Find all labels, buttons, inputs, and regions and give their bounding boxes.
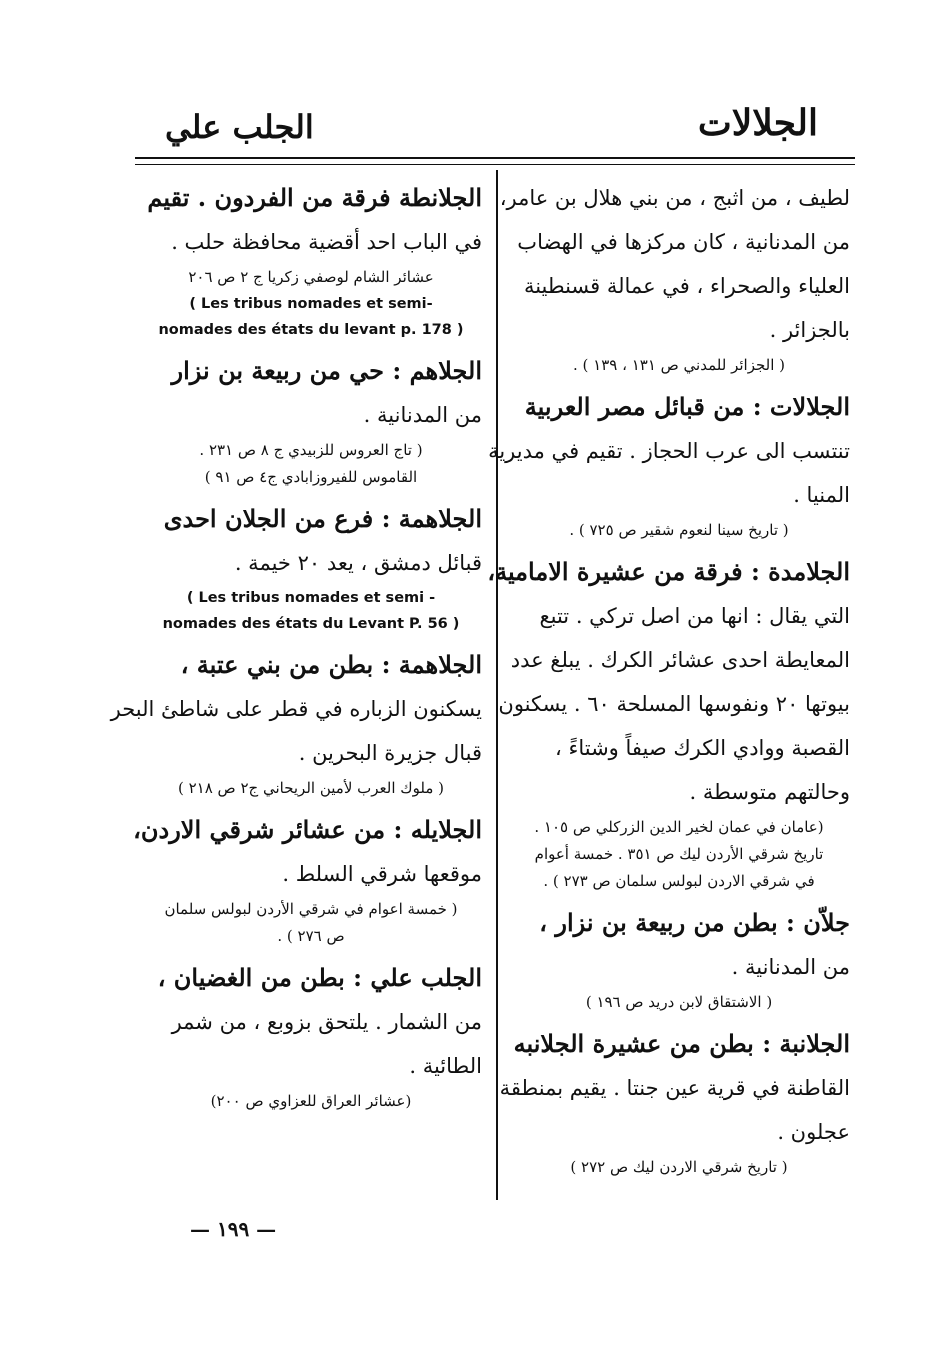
text-line: من المدنانية . <box>731 955 850 979</box>
entry-jalahima-2 <box>110 643 482 802</box>
entry-headword-line: الجلالات : من قبائل مصر العربية <box>524 392 850 421</box>
right-column <box>487 176 850 1187</box>
text-line: قبائل دمشق ، يعد ٢٠ خيمة . <box>234 551 482 575</box>
entry-jalamida <box>487 550 850 895</box>
text-line: المنيا . <box>793 483 850 507</box>
text-line: المعايطة احدى عشائر الكرك . يبلغ عدد <box>510 648 850 672</box>
text-line: يسكنون الزباره في قطر على شاطئ البحر <box>110 697 482 721</box>
source-citation: تاريخ شرقي الأردن ليك ص ٣٥١ . خمسة أعوام <box>534 845 824 863</box>
text-line: بالجزائر . <box>769 318 850 342</box>
source-citation: (عشائر العراق للعزاوي ص ٢٠٠) <box>210 1092 412 1110</box>
source-citation: في شرقي الاردن لبولس سلمان ص ٢٧٣ ) . <box>543 872 815 890</box>
source-citation: ( تاريخ سينا لنعوم شقير ص ٧٢٥ ) . <box>569 521 789 539</box>
entry-jalahim <box>140 349 482 491</box>
source-citation: القاموس للفيروزابادي ج٤ ص ٩١ ) <box>204 468 418 486</box>
text-line: موقعها شرقي السلط . <box>282 862 482 886</box>
entry-headword-line: الجلايله : من عشائر شرقي الاردن، <box>133 815 482 844</box>
french-citation: ( Les tribus nomades et semi - <box>186 590 436 606</box>
text-line: القصبة ووادي الكرك صيفاً وشتاءً ، <box>555 736 850 760</box>
text-line: عجلون . <box>777 1120 850 1144</box>
text-line: من الشمار . يلتحق بزوبع ، من شمر <box>171 1010 482 1034</box>
source-citation: ( الاشتقاق لابن دريد ص ١٩٦ ) <box>585 993 773 1011</box>
entry-headword-line: الجلانطة فرقة من الفردون . تقيم <box>147 183 482 212</box>
source-citation: ( ملوك العرب لأمين الريحاني ج٢ ص ٢١٨ ) <box>177 779 445 797</box>
text-line: من المدنانية . <box>363 403 482 427</box>
header-rule-thin <box>135 164 855 165</box>
text-line: الطائية . <box>409 1054 482 1078</box>
entry-headword-line: الجلامدة : فرقة من عشيرة الامامية، <box>487 557 850 586</box>
entry-jallan <box>508 901 850 1016</box>
entry-continued <box>499 176 850 379</box>
french-citation: nomades des états du Levant P. 56 ) <box>162 616 460 632</box>
source-citation: عشائر الشام لوصفي زكريا ج ٢ ص ٢٠٦ <box>188 268 434 286</box>
entry-jalaniba <box>499 1022 850 1181</box>
text-line: التي يقال : انها من اصل تركي . تتبع <box>539 604 850 628</box>
page-number: — ١٩٩ — <box>190 1217 277 1241</box>
entry-jalab-ali <box>140 956 482 1115</box>
text-line: تنتسب الى عرب الحجاز . تقيم في مديرية <box>488 439 850 463</box>
entry-headword-line: الجلانبة : بطن من عشيرة الجلانبه <box>513 1029 850 1058</box>
french-citation: nomades des états du levant p. 178 ) <box>158 322 464 338</box>
running-head-left: الجلب علي <box>165 108 314 146</box>
entry-jalalat <box>488 385 850 544</box>
text-line: العلياء والصحراء ، في عمالة قسنطينة <box>523 274 850 298</box>
text-line: في الباب احد أقضية محافظة حلب . <box>171 230 482 254</box>
entry-jalahima-1 <box>140 497 482 637</box>
entry-headword-line: الجلاهمة : بطن من بني عتبة ، <box>180 650 482 679</box>
french-citation: ( Les tribus nomades et semi- <box>189 296 433 312</box>
source-citation: ص ٢٧٦ ) . <box>277 927 345 945</box>
source-citation: (عامان في عمان لخير الدين الزركلي ص ١٠٥ . <box>534 818 824 836</box>
entry-jalayila <box>133 808 482 950</box>
entry-headword-line: الجلاهم : حي من ربيعة بن نزار <box>171 356 482 385</box>
entry-jalanta <box>140 176 482 343</box>
entry-headword-line: الجلاهمة : فرع من الجلان احدى <box>163 504 482 533</box>
header-rule-thick <box>135 157 855 159</box>
text-line: من المدنانية ، كان مركزها في الهضاب <box>517 230 850 254</box>
entry-headword-line: الجلب علي : بطن من الغضيان ، <box>157 963 482 992</box>
source-citation: ( تاج العروس للزبيدي ج ٨ ص ٢٣١ . <box>199 441 423 459</box>
running-head-right: الجلالات <box>697 102 818 144</box>
entry-headword-line: جلاّن : بطن من ربيعة بن نزار ، <box>539 908 850 937</box>
source-citation: ( خمسة اعوام في شرقي الأردن لبولس سلمان <box>164 900 458 918</box>
left-column <box>110 176 482 1121</box>
text-line: لطيف ، من اثبج ، من بني هلال بن عامر، <box>499 186 850 210</box>
source-citation: ( الجزائر للمدني ص ١٣١ ، ١٣٩ ) . <box>572 356 786 374</box>
text-line: بيوتها ٢٠ ونفوسها المسلحة ٦٠ . يسكنون <box>498 692 850 716</box>
text-line: القاطنة في قرية عين جنتا . يقيم بمنطقة <box>499 1076 850 1100</box>
text-line: وحالتهم متوسطة . <box>689 780 850 804</box>
source-citation: ( تاريخ شرقي الاردن ليك ص ٢٧٢ ) <box>570 1158 788 1176</box>
text-line: قبال جزيرة البحرين . <box>298 741 482 765</box>
